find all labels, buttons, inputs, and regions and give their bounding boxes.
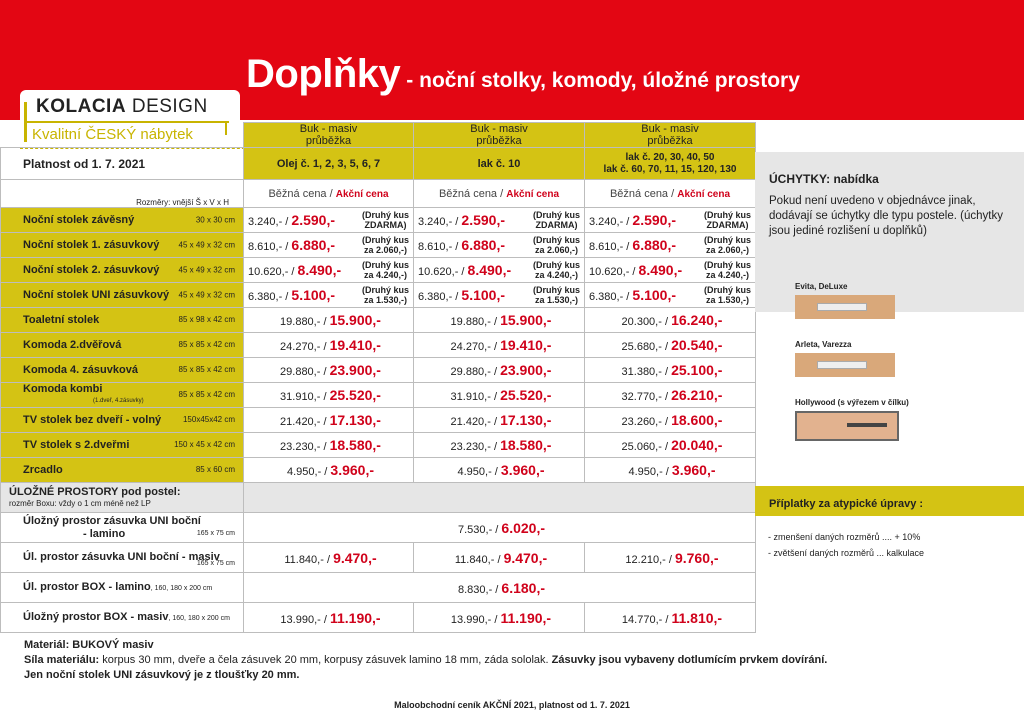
price-cell: 32.770,- / 26.210,- [585, 383, 756, 408]
price-cell: 4.950,- / 3.960,- [244, 458, 414, 483]
price-cell: 31.910,- / 25.520,- [414, 383, 585, 408]
surcharge-item: - zvětšení daných rozměrů ... kalkulace [768, 548, 925, 558]
price-cell: 14.770,- / 11.810,- [585, 603, 756, 633]
price-cell: 11.840,- / 9.470,- [414, 543, 585, 573]
storage-section-row: ÚLOŽNÉ PROSTORY pod postel: rozměr Boxu: vždy o 1 cm méně než LP [1, 483, 756, 513]
price-cell: 29.880,- / 23.900,- [244, 358, 414, 383]
price-cell: 11.840,- / 9.470,- [244, 543, 414, 573]
price-cell: 19.880,- / 15.900,- [244, 308, 414, 333]
price-cell: 24.270,- / 19.410,- [414, 333, 585, 358]
bottom-caption: Maloobchodní ceník AKČNÍ 2021, platnost od 1. 7. 2021 [394, 700, 630, 710]
price-cell: 20.300,- / 16.240,- [585, 308, 756, 333]
row-label: TV stolek s 2.dveřmi 150 x 45 x 42 cm [1, 433, 244, 458]
row-label: Noční stolek závěsný 30 x 30 cm [1, 208, 244, 233]
price-cell: 13.990,- / 11.190,- [414, 603, 585, 633]
row-label: Toaletní stolek 85 x 98 x 42 cm [1, 308, 244, 333]
surcharges-title: Příplatky za atypické úpravy : [755, 486, 1024, 516]
price-cell: 6.380,- / 5.100,- (Druhý kus za 1.530,-) [244, 283, 414, 308]
table-row [1, 333, 756, 358]
handle-hollywood: Hollywood (s výřezem v čílku) [769, 398, 939, 441]
handle-evita: Evita, DeLuxe [769, 282, 939, 319]
table-row: Úl. prostor zásuvka UNI boční - masiv 165 x 75 cm 11.840,- / 9.470,- 11.840,- / 9.470,- 12.210,- / 9.760,- [1, 543, 756, 573]
logo-tagline: Kvalitní ČESKÝ nábytek [32, 126, 193, 143]
price-cell: 8.610,- / 6.880,- (Druhý kus za 2.060,-) [585, 233, 756, 258]
row-label: TV stolek bez dveří - volný 150x45x42 cm [1, 408, 244, 433]
table-header-wood [1, 123, 756, 148]
price-cell: 6.380,- / 5.100,- (Druhý kus za 1.530,-) [414, 283, 585, 308]
table-row [1, 383, 756, 408]
price-cell: 23.230,- / 18.580,- [244, 433, 414, 458]
handle-image [795, 295, 895, 319]
price-cell: 23.260,- / 18.600,- [585, 408, 756, 433]
table-row: Úložný prostor BOX - masiv, 160, 180 x 200 cm 13.990,- / 11.190,- 13.990,- / 11.190,- 14.770,- / 11.810,- [1, 603, 756, 633]
price-cell: 31.910,- / 25.520,- [244, 383, 414, 408]
price-cell: 10.620,- / 8.490,- (Druhý kus za 4.240,-) [244, 258, 414, 283]
price-cell: 3.240,- / 2.590,- (Druhý kus ZDARMA) [414, 208, 585, 233]
table-row [1, 458, 756, 483]
price-cell: 25.680,- / 20.540,- [585, 333, 756, 358]
price-cell: 10.620,- / 8.490,- (Druhý kus za 4.240,-) [414, 258, 585, 283]
table-row: Úložný prostor zásuvka UNI boční - lamino 165 x 75 cm 7.530,- / 6.020,- [1, 513, 756, 543]
price-cell: 24.270,- / 19.410,- [244, 333, 414, 358]
footer-notes: Materiál: BUKOVÝ masiv Síla materiálu: korpus 30 mm, dveře a čela zásuvek 20 mm, korpusy zásuvek lamino 18 mm, záda sololak. Zásuvky jsou vybaveny dotlumícím prvkem dovírání. Jen noční stolek UNI zásuvkový je z tloušťky 20 mm. [24, 639, 828, 681]
row-label: Komoda 2.dvěřová 85 x 85 x 42 cm [1, 333, 244, 358]
handles-text: Pokud není uvedeno v objednávce jinak, dodávají se úchytky dle typu postele. (úchytky jsou jediné rozlišení u doplňků) [769, 195, 1003, 237]
price-cell: 3.240,- / 2.590,- (Druhý kus ZDARMA) [585, 208, 756, 233]
table-row [1, 208, 756, 233]
table-row [1, 283, 756, 308]
handle-image [795, 411, 899, 441]
price-cell: 4.950,- / 3.960,- [585, 458, 756, 483]
price-cell: 10.620,- / 8.490,- (Druhý kus za 4.240,-) [585, 258, 756, 283]
price-cell: 13.990,- / 11.190,- [244, 603, 414, 633]
price-cell: 8.610,- / 6.880,- (Druhý kus za 2.060,-) [244, 233, 414, 258]
validity: Platnost od 1. 7. 2021 [1, 148, 244, 180]
price-cell: 21.420,- / 17.130,- [414, 408, 585, 433]
col3-head: Buk - masiv průběžka [585, 123, 756, 148]
price-cell: 23.230,- / 18.580,- [414, 433, 585, 458]
handle-arleta: Arleta, Varezza [769, 340, 939, 377]
price-cell: 3.240,- / 2.590,- (Druhý kus ZDARMA) [244, 208, 414, 233]
price-cell: 4.950,- / 3.960,- [414, 458, 585, 483]
row-label: Komoda kombi 85 x 85 x 42 cm (1.dveř, 4.zásuvky) [1, 383, 244, 408]
handles-title: ÚCHYTKY: nabídka [769, 172, 879, 186]
handle-image [795, 353, 895, 377]
col2-head: Buk - masiv průběžka [414, 123, 585, 148]
row-label: Noční stolek 1. zásuvkový 45 x 49 x 32 cm [1, 233, 244, 258]
price-cell: 19.880,- / 15.900,- [414, 308, 585, 333]
page-title: Doplňky - noční stolky, komody, úložné prostory [246, 52, 800, 96]
col1-head: Buk - masiv průběžka [244, 123, 414, 148]
table-row [1, 233, 756, 258]
row-label: Noční stolek 2. zásuvkový 45 x 49 x 32 cm [1, 258, 244, 283]
logo-name: KOLACIA DESIGN [36, 96, 208, 117]
row-label: Komoda 4. zásuvková 85 x 85 x 42 cm [1, 358, 244, 383]
row-label: Zrcadlo 85 x 60 cm [1, 458, 244, 483]
table-row [1, 308, 756, 333]
caption-row: Rozměry: vnější Š x V x H Běžná cena / Akční cena Běžná cena / Akční cena Běžná cena / Akční cena [1, 180, 756, 208]
table-row [1, 258, 756, 283]
table-header-finish: Platnost od 1. 7. 2021 Olej č. 1, 2, 3, 5, 6, 7 lak č. 10 lak č. 20, 30, 40, 50 lak č. 60, 70, 11, 15, 120, 130 [1, 148, 756, 180]
table-row [1, 433, 756, 458]
table-row [1, 358, 756, 383]
price-cell: 21.420,- / 17.130,- [244, 408, 414, 433]
row-label: Noční stolek UNI zásuvkový 45 x 49 x 32 cm [1, 283, 244, 308]
surcharge-item: - zmenšení daných rozměrů .... + 10% [768, 532, 921, 542]
price-cell: 12.210,- / 9.760,- [585, 543, 756, 573]
table-row: Úl. prostor BOX - lamino, 160, 180 x 200 cm 8.830,- / 6.180,- [1, 573, 756, 603]
price-cell: 29.880,- / 23.900,- [414, 358, 585, 383]
price-cell: 31.380,- / 25.100,- [585, 358, 756, 383]
table-row [1, 408, 756, 433]
price-table [0, 122, 756, 633]
price-cell: 8.610,- / 6.880,- (Druhý kus za 2.060,-) [414, 233, 585, 258]
price-cell: 6.380,- / 5.100,- (Druhý kus za 1.530,-) [585, 283, 756, 308]
price-cell: 25.060,- / 20.040,- [585, 433, 756, 458]
